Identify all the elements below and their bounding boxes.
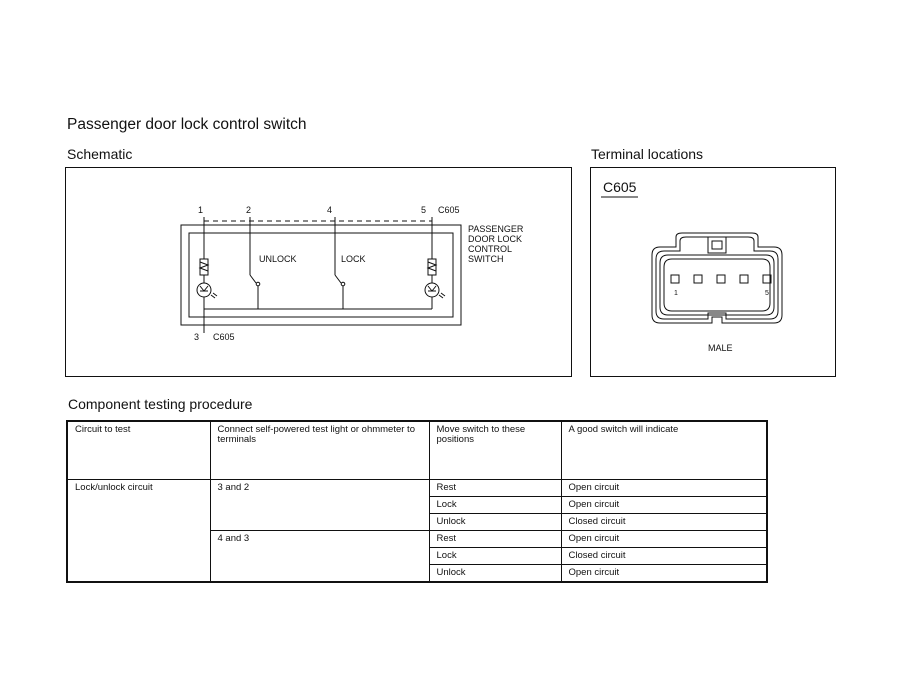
- terminal-pin-2: [694, 275, 702, 283]
- component-label-line-4: SWITCH: [467, 253, 503, 264]
- terminal-pin-1: [671, 275, 679, 283]
- pin-label-4: 4: [326, 204, 332, 215]
- column-header-positions: Move switch to these positions: [429, 421, 561, 479]
- pin-label-3: 3: [193, 331, 199, 342]
- position-cell: Lock: [429, 547, 561, 564]
- indication-cell: Open circuit: [561, 530, 767, 547]
- column-header-terminals: Connect self-powered test light or ohmmeter to terminals: [210, 421, 429, 479]
- terminals-cell: 3 and 2: [210, 479, 429, 530]
- pin-label-2: 2: [245, 204, 251, 215]
- component-label-line-2: DOOR LOCK: [467, 233, 522, 244]
- terminal-pin-3: [717, 275, 725, 283]
- position-cell: Rest: [429, 479, 561, 496]
- indication-cell: Open circuit: [561, 564, 767, 582]
- unlock-switch-label: UNLOCK: [258, 253, 297, 264]
- component-label-line-3: CONTROL: [467, 243, 512, 254]
- connector-housing-cavity: [660, 255, 774, 315]
- table-header-row: [67, 421, 767, 479]
- connector-gender-label: MALE: [707, 342, 733, 353]
- indication-cell: Closed circuit: [561, 547, 767, 564]
- position-cell: Unlock: [429, 564, 561, 582]
- procedure-heading: Component testing procedure: [68, 396, 253, 412]
- column-header-indication: A good switch will indicate: [561, 421, 767, 479]
- pin-label-5: 5: [420, 204, 426, 215]
- procedure-table: [66, 420, 768, 583]
- schematic-panel: [65, 167, 572, 377]
- schematic-heading: Schematic: [67, 146, 133, 162]
- table-row: [67, 479, 767, 496]
- terminal-heading: Terminal locations: [591, 146, 704, 162]
- indication-cell: Open circuit: [561, 479, 767, 496]
- connector-label-top: C605: [437, 204, 460, 215]
- schematic-diagram: [65, 167, 572, 377]
- connector-face-diagram: [590, 167, 836, 377]
- column-header-circuit: Circuit to test: [67, 421, 210, 479]
- connector-id: C605: [602, 178, 636, 195]
- position-cell: Unlock: [429, 513, 561, 530]
- indication-cell: Closed circuit: [561, 513, 767, 530]
- circuit-cell: Lock/unlock circuit: [67, 479, 210, 582]
- terminal-panel: [590, 167, 836, 377]
- switch-housing-outer: [181, 225, 461, 325]
- connector-label-bottom: C605: [212, 331, 235, 342]
- indicator-lamp-right: [425, 283, 439, 297]
- unlock-switch-contact: [250, 275, 256, 283]
- terminals-cell: 4 and 3: [210, 530, 429, 582]
- page-title: Passenger door lock control switch: [67, 116, 307, 133]
- indicator-lamp-left: [197, 283, 211, 297]
- lock-switch-label: LOCK: [340, 253, 366, 264]
- position-cell: Rest: [429, 530, 561, 547]
- switch-housing-inner: [189, 233, 453, 317]
- terminal-pin-4: [740, 275, 748, 283]
- lock-switch-contact: [335, 275, 341, 283]
- terminal-pin-label-5: 5: [764, 289, 769, 297]
- pin-label-1: 1: [197, 204, 203, 215]
- component-label-line-1: PASSENGER: [467, 223, 523, 234]
- terminal-pin-label-1: 1: [673, 289, 678, 297]
- connector-latch: [708, 237, 726, 253]
- position-cell: Lock: [429, 496, 561, 513]
- indication-cell: Open circuit: [561, 496, 767, 513]
